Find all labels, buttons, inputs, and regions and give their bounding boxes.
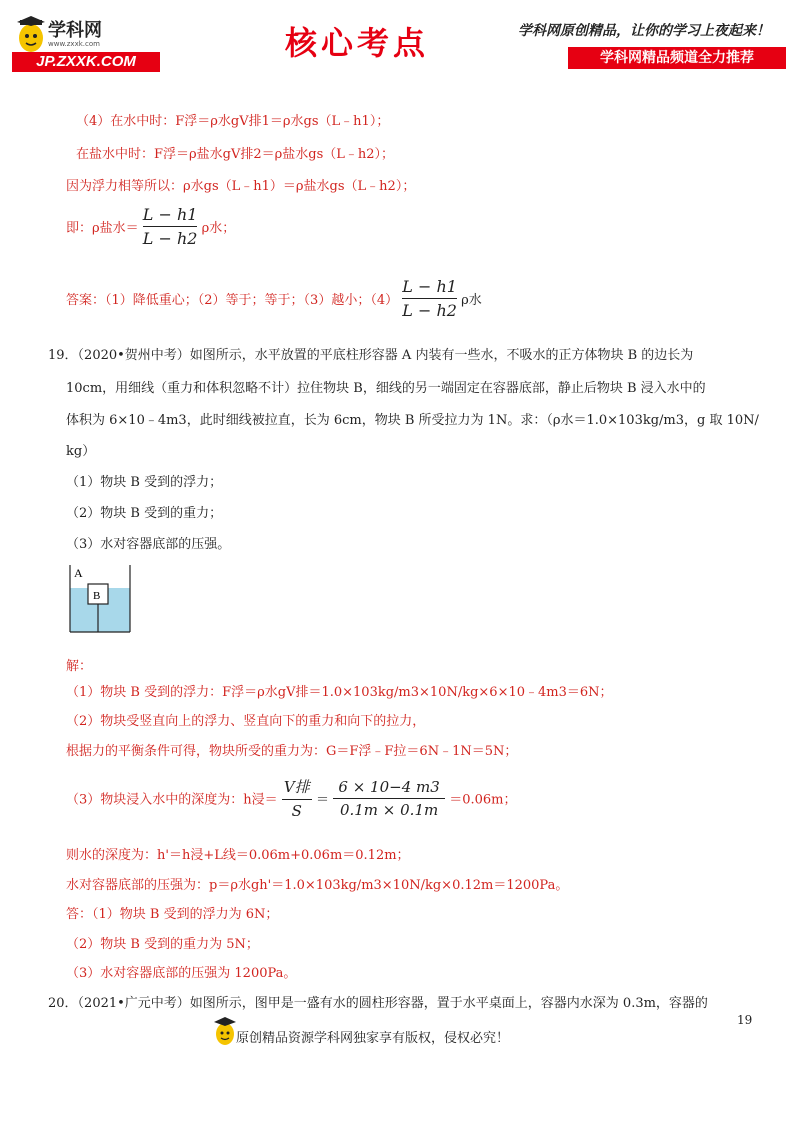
- q18-l4-numerator: L − h1: [142, 205, 198, 224]
- logo-url: www.zxxk.com: [48, 40, 100, 48]
- q18-l4-suffix: ρ水；: [201, 221, 236, 236]
- q19-s4-fraction-1: [282, 776, 312, 820]
- q19-solution-title: 解：: [66, 659, 93, 674]
- q18-line-2: 在盐水中时：F浮＝ρ盐水gV排2＝ρ盐水gs（L﹣h2）；: [76, 147, 395, 162]
- q19-answer-3: （3）水对容器底部的压强为 1200Pa。: [66, 966, 297, 981]
- q19-s4-numerator-1: V排: [283, 778, 310, 796]
- q19-solution-5: 则水的深度为：h'＝h浸+L线＝0.06m+0.06m＝0.12m；: [66, 848, 410, 863]
- q18-line-4: [66, 205, 235, 248]
- page-title: 核心考点: [285, 24, 430, 62]
- q19-s4-fraction-2: [333, 778, 445, 819]
- header-slogan-banner: 学科网精品频道全力推荐: [568, 47, 786, 69]
- q18-answer-suffix: ρ水: [461, 293, 482, 308]
- q19-answer-2: （2）物块 B 受到的重力为 5N；: [66, 937, 259, 952]
- q19-figure: [66, 563, 136, 635]
- q19-s4-suffix: ＝0.06m；: [449, 792, 517, 808]
- q18-line-1: （4）在水中时：F浮＝ρ水gV排1＝ρ水gs（L﹣h1）；: [76, 114, 390, 129]
- q19-solution-4: （3）物块浸入水中的深度为：h浸＝ $\frac{\text{V排}}{S}$ ＝ $\frac{6 \times 10-4 m3}{0.1m \times 0.1m}$ ＝0.06m；: [66, 777, 517, 820]
- q18-answer-prefix: 答案：（1）降低重心；（2）等于；等于；（3）越小；（4）: [66, 293, 399, 308]
- q19-ask-1: （1）物块 B 受到的浮力；: [66, 475, 223, 490]
- q18-answer-fraction: [402, 277, 457, 320]
- q18-answer-numerator: L − h1: [402, 277, 457, 296]
- q19-stem-1: 19．（2020•贺州中考）如图所示，水平放置的平底柱形容器 A 内装有一些水，不吸水的正方体物块 B 的边长为: [48, 348, 694, 363]
- q19-s4-prefix: （3）物块浸入水中的深度为：h浸＝: [66, 792, 278, 808]
- footer-mascot-icon: [212, 1015, 238, 1049]
- label-b: B: [93, 590, 101, 602]
- q18-line-3: 因为浮力相等所以：ρ水gs（L﹣h1）＝ρ盐水gs（L﹣h2）；: [66, 179, 416, 194]
- q19-stem-4: kg）: [66, 444, 96, 459]
- q19-s4-numerator-2: 6 × 10−4 m3: [338, 777, 440, 796]
- q19-solution-2: （2）物块受竖直向上的浮力、竖直向下的重力和向下的拉力，: [66, 714, 426, 729]
- q20-stem-1: 20．（2021•广元中考）如图所示，图甲是一盛有水的圆柱形容器，置于水平桌面上，容器内水深为 0.3m，容器的: [48, 996, 708, 1011]
- q19-answer-1: 答：（1）物块 B 受到的浮力为 6N；: [66, 907, 279, 922]
- q18-l4-denominator: L − h2: [142, 229, 198, 248]
- header-slogan: 学科网原创精品，让你的学习上夜起来！: [518, 23, 770, 39]
- q18-l4-prefix: 即：ρ盐水＝: [66, 221, 139, 236]
- page-number: 19: [737, 1013, 753, 1027]
- q19-solution-6: 水对容器底部的压强为：p＝ρ水gh'＝1.0×103kg/m3×10N/kg×0.12m＝1200Pa。: [66, 878, 569, 893]
- q18-answer: [66, 277, 482, 320]
- q19-s4-denominator-1: S: [291, 802, 302, 820]
- q19-ask-3: （3）水对容器底部的压强。: [66, 537, 231, 552]
- label-a: A: [74, 566, 83, 580]
- q19-ask-2: （2）物块 B 受到的重力；: [66, 506, 223, 521]
- q19-solution-1: （1）物块 B 受到的浮力：F浮＝ρ水gV排＝1.0×103kg/m3×10N/kg×6×10﹣4m3＝6N；: [66, 685, 613, 700]
- q18-l4-fraction: [143, 205, 198, 248]
- q18-answer-denominator: L − h2: [402, 301, 457, 320]
- q19-solution-3: 根据力的平衡条件可得，物块所受的重力为：G＝F浮﹣F拉＝6N﹣1N＝5N；: [66, 744, 518, 759]
- q19-stem-3: 体积为 6×10﹣4m3，此时细线被拉直，长为 6cm，物块 B 所受拉力为 1N。求：（ρ水＝1.0×103kg/m3，g 取 10N/: [66, 413, 759, 428]
- logo-name: 学科网: [48, 20, 102, 41]
- q19-s4-denominator-2: 0.1m × 0.1m: [339, 800, 439, 819]
- footer-copyright: 原创精品资源学科网独家享有版权，侵权必究！: [236, 1031, 510, 1046]
- q19-stem-2: 10cm，用细线（重力和体积忽略不计）拉住物块 B，细线的另一端固定在容器底部，静止后物块 B 浸入水中的: [66, 381, 706, 396]
- logo-banner: JP.ZXXK.COM: [12, 52, 160, 72]
